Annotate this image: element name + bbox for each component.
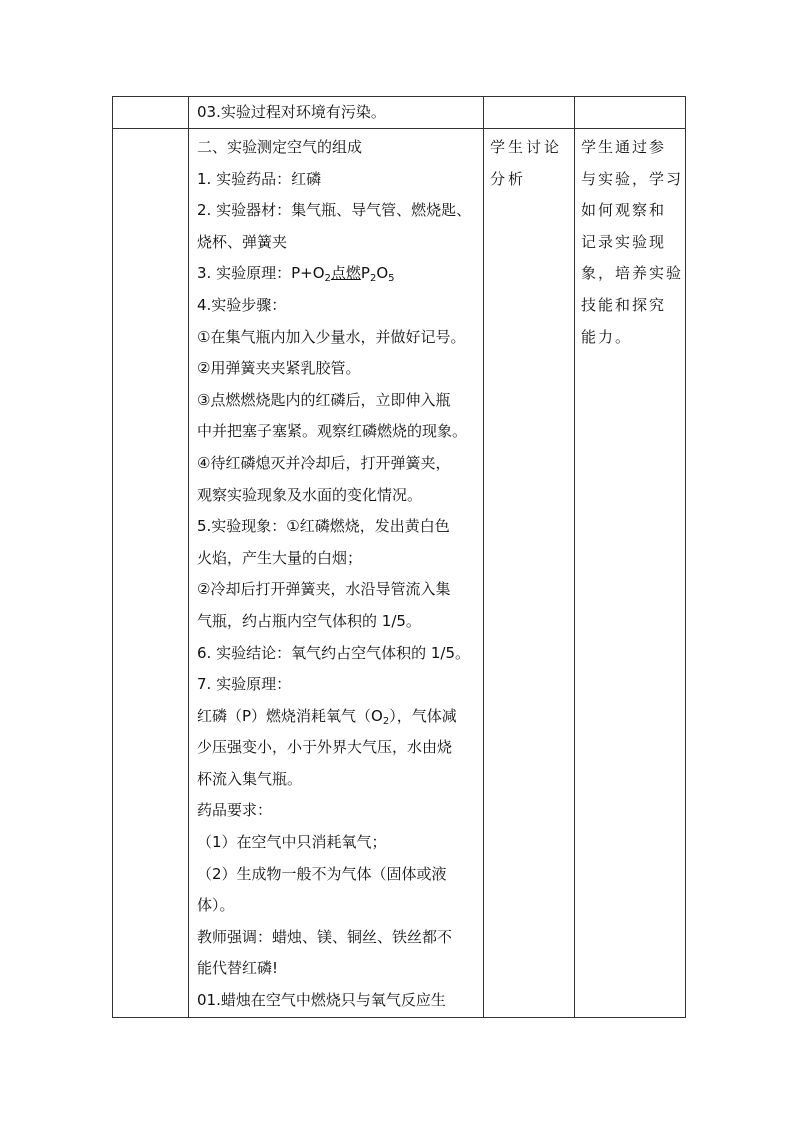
content-line: ④待红磷熄灭并冷却后，打开弹簧夹， <box>197 453 451 472</box>
content-line: 红磷（P）燃烧消耗氧气$(O_2)$，气体减 <box>197 706 457 727</box>
content-line: 观察实验现象及水面的变化情况。 <box>197 485 423 504</box>
section-heading: 二、实验测定空气的组成 <box>197 138 363 156</box>
content-line: （1）在空气中只消耗氧气； <box>197 833 387 852</box>
content-line: ③点燃燃烧匙内的红磷后，立即伸入瓶 <box>197 390 451 409</box>
content-cell <box>189 129 484 1018</box>
empty-cell <box>113 97 189 129</box>
content-line: 2. 实验器材：集气瓶、导气管、燃烧匙、 <box>197 201 472 220</box>
content-line: 杯流入集气瓶。 <box>197 769 303 788</box>
content-cell <box>189 97 484 129</box>
content-line: 火焰，产生大量的白烟； <box>197 548 363 567</box>
intent-line: 技能和探究 <box>581 295 667 314</box>
student-activity-cell <box>484 129 575 1018</box>
content-line: 03.实验过程对环境有污染。 <box>197 103 386 121</box>
activity-line: 学生讨论 <box>490 138 563 156</box>
empty-cell <box>113 129 189 1018</box>
intent-line: 学生通过参 <box>581 138 667 156</box>
content-line: 中并把塞子塞紧。观察红磷燃烧的现象。 <box>197 422 468 441</box>
intent-line: 能力。 <box>581 327 633 346</box>
reaction-condition: 点燃 <box>330 264 361 283</box>
content-line: 烧杯、弹簧夹 <box>197 232 288 251</box>
design-intent-cell <box>575 129 686 1018</box>
intent-line: 记录实验现 <box>581 232 667 251</box>
table-row <box>113 97 686 129</box>
content-line: 体）。 <box>197 896 235 915</box>
content-line: 能代替红磷! <box>197 959 279 978</box>
content-line: 气瓶，约占瓶内空气体积的 1/5。 <box>197 611 421 630</box>
content-line: 教师强调：蜡烛、镁、铜丝、铁丝都不 <box>197 927 453 946</box>
intent-line: 象，培养实验 <box>581 264 684 283</box>
intent-line: 与实验，学习 <box>581 169 684 188</box>
lesson-table <box>112 96 686 1018</box>
content-line: 5.实验现象：①红磷燃烧，发出黄白色 <box>197 517 450 536</box>
content-line: 少压强变小，小于外界大气压，水由烧 <box>197 738 453 757</box>
table-row <box>113 129 686 1018</box>
content-line: 6. 实验结论：氧气约占空气体积的 1/5。 <box>197 643 470 662</box>
content-line: 7. 实验原理： <box>197 675 292 694</box>
content-line: 1. 实验药品：红磷 <box>197 169 322 188</box>
content-line: 01.蜡烛在空气中燃烧只与氧气反应生 <box>197 991 446 1010</box>
activity-line: 分析 <box>490 169 527 188</box>
empty-cell <box>484 97 575 129</box>
content-line: ①在集气瓶内加入少量水，并做好记号。 <box>197 327 466 346</box>
content-line: 药品要求： <box>197 801 273 820</box>
content-line: ②冷却后打开弹簧夹，水沿导管流入集 <box>197 580 451 599</box>
content-line: 4.实验步骤： <box>197 295 287 314</box>
content-line: ②用弹簧夹夹紧乳胶管。 <box>197 359 361 378</box>
content-line: （2）生成物一般不为气体（固体或液 <box>197 864 447 883</box>
intent-line: 如何观察和 <box>581 201 667 220</box>
formula-line: 3. 实验原理：$P+O_2$点燃$P_2O_5$ <box>197 264 395 285</box>
empty-cell <box>575 97 686 129</box>
